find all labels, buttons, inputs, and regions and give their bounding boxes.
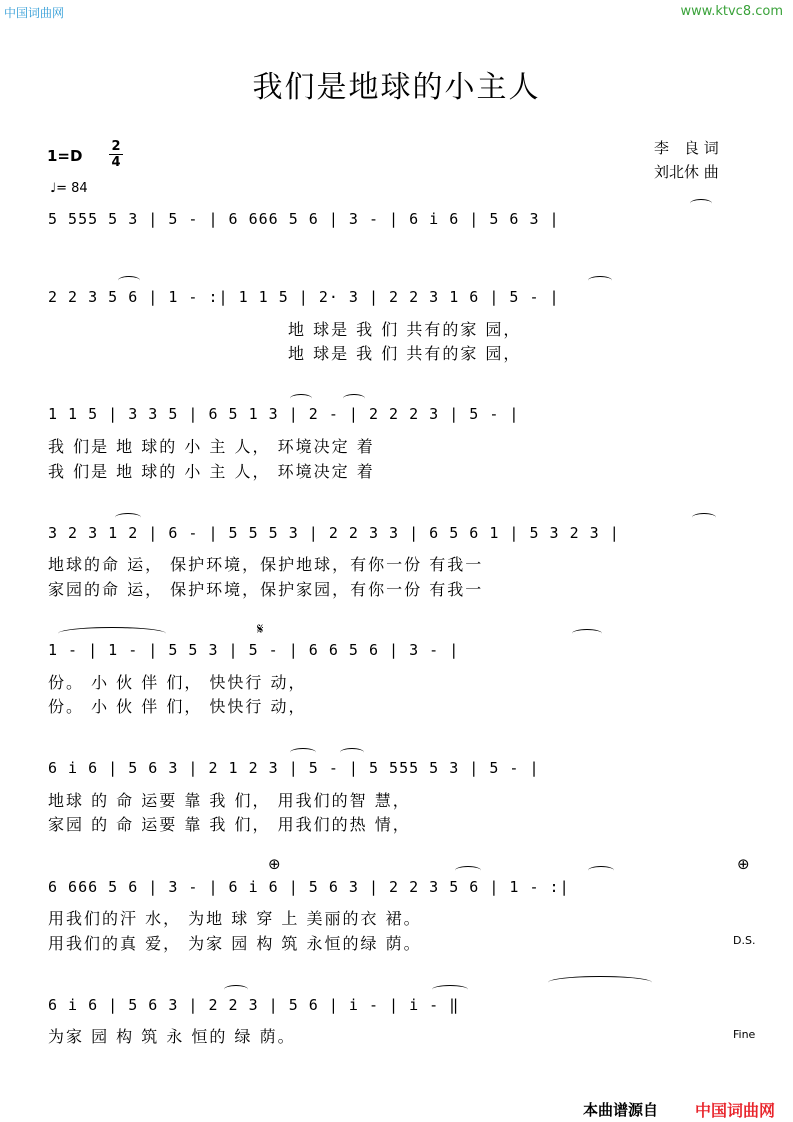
slur-mark [115, 513, 141, 522]
slur-mark [588, 276, 612, 285]
notation-row-7: 6 666 5 6 | 3 - | 6 i 6 | 5 6 3 | 2 2 3 5 6 | 1 - :| [48, 878, 570, 896]
lyric-row-3-verse-2: 我 们是 地 球的 小 主 人， 环境决定 着 [48, 462, 375, 481]
time-signature-bottom: 4 [111, 155, 121, 170]
time-signature [109, 140, 123, 169]
slur-mark [343, 394, 365, 403]
lyric-row-2-verse-1: 地 球是 我 们 共有的家 园， [288, 320, 522, 339]
slur-mark [588, 866, 614, 875]
lyric-row-7-verse-2: 用我们的真 爱， 为家 园 构 筑 永恒的绿 荫。 [48, 934, 422, 953]
lyric-row-4-verse-1: 地球的命 运， 保护环境，保护地球，有你一份 有我一 [48, 555, 484, 574]
lyric-row-5-verse-1: 份。 小 伙 伴 们， 快快行 动， [48, 673, 307, 692]
notation-row-1: 5 555 5 3 | 5 - | 6 666 5 6 | 3 - | 6 i 6 | 5 6 3 | [48, 210, 560, 228]
slur-mark [572, 629, 602, 638]
lyric-row-6-verse-2: 家园 的 命 运要 靠 我 们， 用我们的热 情， [48, 815, 411, 834]
song-title: 我们是地球的小主人 [252, 70, 541, 105]
slur-mark [455, 866, 481, 875]
slur-mark [690, 199, 712, 208]
time-signature-top: 2 [111, 139, 121, 154]
lyric-row-4-verse-2: 家园的命 运， 保护环境，保护家园，有你一份 有我一 [48, 580, 484, 599]
slur-mark [290, 748, 316, 757]
composer-credit: 刘北休 曲 [654, 163, 719, 181]
slur-mark [692, 513, 716, 522]
watermark-left: 中国词曲网 [4, 6, 65, 20]
key-signature: 1=D [47, 147, 83, 165]
coda-icon: ⊕ [268, 855, 281, 873]
slur-mark [340, 748, 364, 757]
slur-mark [432, 985, 468, 994]
quarter-note-icon: ♩ [50, 181, 57, 196]
coda-icon: ⊕ [737, 855, 750, 873]
notation-row-5: 1 - | 1 - | 5 5 3 | 5 - | 6 6 5 6 | 3 - | [48, 641, 460, 659]
lyricist-credit: 李 良 词 [654, 139, 719, 157]
segno-icon: 𝄋 [257, 620, 264, 638]
lyric-row-2-verse-2: 地 球是 我 们 共有的家 园， [288, 344, 522, 363]
tempo-value: = 84 [56, 181, 88, 196]
notation-row-3: 1 1 5 | 3 3 5 | 6 5 1 3 | 2 - | 2 2 2 3 | 5 - | [48, 405, 520, 423]
tempo-marking [50, 181, 88, 196]
fine-marking: Fine [733, 1028, 756, 1041]
slur-mark [224, 985, 248, 994]
lyric-row-6-verse-1: 地球 的 命 运要 靠 我 们， 用我们的智 慧， [48, 791, 411, 810]
lyric-row-3-verse-1: 我 们是 地 球的 小 主 人， 环境决定 着 [48, 437, 375, 456]
lyric-row-5-verse-2: 份。 小 伙 伴 们， 快快行 动， [48, 697, 307, 716]
notation-row-2: 2 2 3 5 6 | 1 - :| 1 1 5 | 2· 3 | 2 2 3 1 6 | 5 - | [48, 288, 560, 306]
tie-mark [548, 976, 652, 989]
slur-mark [290, 394, 312, 403]
lyric-row-8-verse-1: 为家 园 构 筑 永 恒的 绿 荫。 [48, 1027, 296, 1046]
tie-mark [58, 627, 166, 640]
footer-site-name: 中国词曲网 [695, 1101, 776, 1120]
notation-row-8: 6 i 6 | 5 6 3 | 2 2 3 | 5 6 | i - | i - ‖ [48, 996, 460, 1014]
ds-marking: D.S. [733, 934, 756, 947]
notation-row-6: 6 i 6 | 5 6 3 | 2 1 2 3 | 5 - | 5 555 5 3 | 5 - | [48, 759, 540, 777]
footer-source-label: 本曲谱源自 [583, 1101, 659, 1119]
notation-row-4: 3 2 3 1 2 | 6 - | 5 5 5 3 | 2 2 3 3 | 6 5 6 1 | 5 3 2 3 | [48, 524, 620, 542]
slur-mark [118, 276, 140, 285]
lyric-row-7-verse-1: 用我们的汗 水， 为地 球 穿 上 美丽的衣 裙。 [48, 909, 422, 928]
watermark-right: www.ktvc8.com [680, 4, 783, 19]
